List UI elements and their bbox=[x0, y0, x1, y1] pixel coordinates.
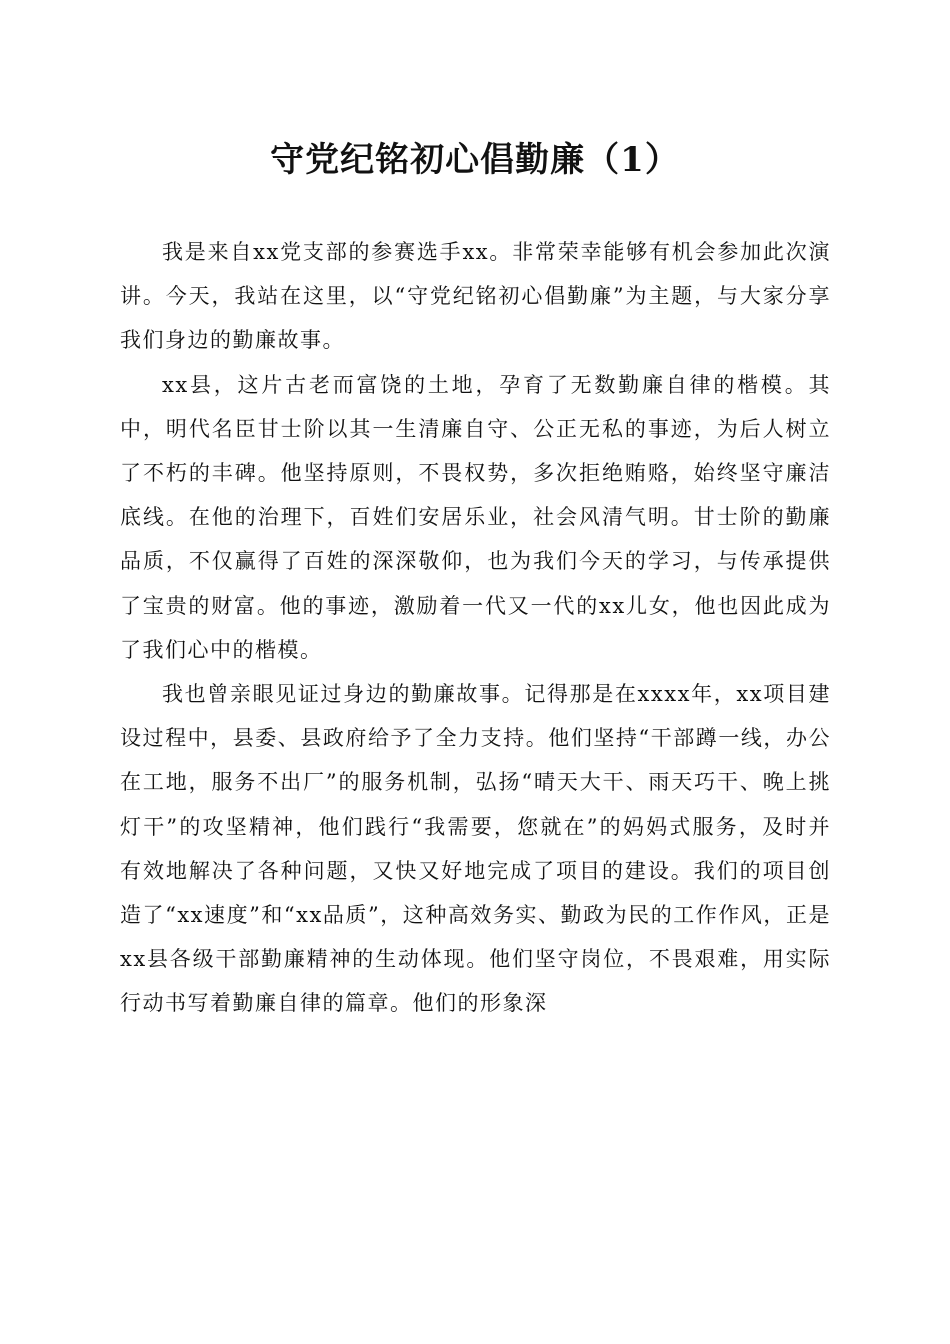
document-body bbox=[120, 230, 831, 1026]
document-title: 守党纪铭初心倡勤廉（1） bbox=[270, 140, 680, 180]
paragraph-gan-shijie: xx县，这片古老而富饶的土地，孕育了无数勤廉自律的楷模。其中，明代名臣甘士阶以其一生清廉自守、公正无私的事迹，为后人树立了不朽的丰碑。他坚持原则，不畏权势，多次拒绝贿赂，始终坚守廉洁底线。在他的治理下，百姓们安居乐业，社会风清气明。甘士阶的勤廉品质，不仅赢得了百姓的深深敬仰，也为我们今天的学习，与传承提供了宝贵的财富。他的事迹，激励着一代又一代的xx儿女，他也因此成为了我们心中的楷模。 bbox=[120, 372, 831, 662]
paragraph-project-story: 我也曾亲眼见证过身边的勤廉故事。记得那是在xxxx年，xx项目建设过程中，县委、县政府给予了全力支持。他们坚持“干部蹲一线，办公在工地，服务不出厂”的服务机制，弘扬“晴天大干、雨天巧干、晚上挑灯干”的攻坚精神，他们践行“我需要，您就在”的妈妈式服务，及时并有效地解决了各种问题，又快又好地完成了项目的建设。我们的项目创造了“xx速度”和“xx品质”，这种高效务实、勤政为民的工作作风，正是xx县各级干部勤廉精神的生动体现。他们坚守岗位，不畏艰难，用实际行动书写着勤廉自律的篇章。他们的形象深 bbox=[120, 682, 831, 1016]
paragraph-intro: 我是来自xx党支部的参赛选手xx。非常荣幸能够有机会参加此次演讲。今天，我站在这里，以“守党纪铭初心倡勤廉”为主题，与大家分享我们身边的勤廉故事。 bbox=[120, 240, 831, 353]
